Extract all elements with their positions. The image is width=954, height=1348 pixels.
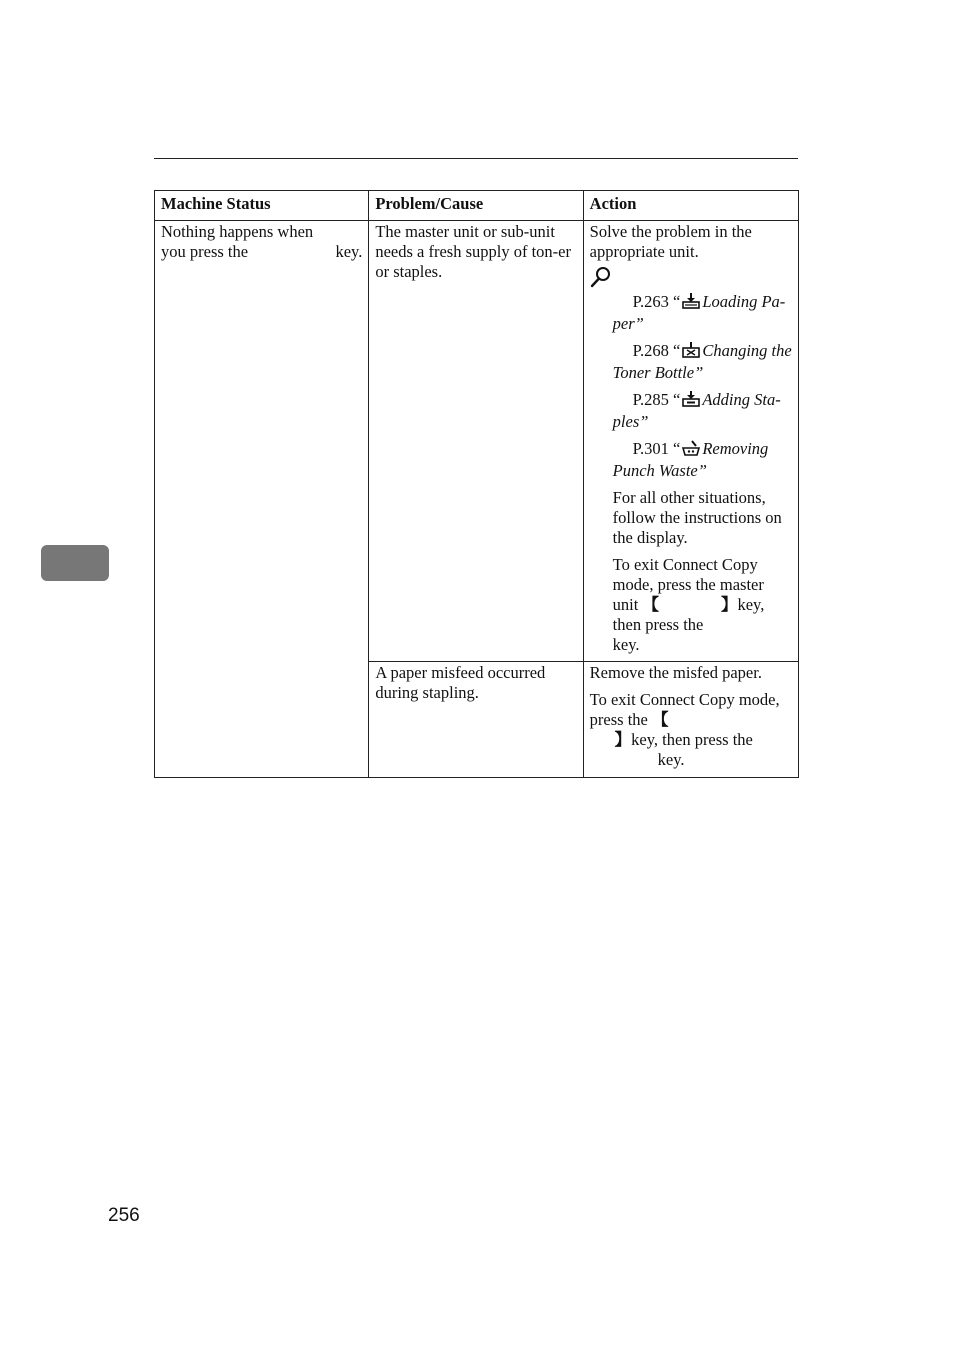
other-situations-text: For all other situations, follow the instructions on the display. — [612, 488, 782, 547]
machine-status-cell — [155, 221, 369, 778]
cause-cell — [369, 221, 583, 662]
cause-cell-misfeed — [369, 662, 583, 778]
reference-link-removing-punch-waste[interactable]: P.301 “ Removing Punch Waste” — [612, 439, 769, 480]
toner-icon — [682, 342, 700, 363]
action-intro: Solve the problem in the appropriate unit. — [589, 222, 752, 261]
load-paper-icon — [682, 293, 700, 314]
header-machine-status: Machine Status — [155, 191, 369, 221]
key-bracket-close: 】 — [614, 730, 632, 749]
troubleshooting-table — [154, 190, 799, 778]
exit-connect-copy-text-2: To exit Connect Copy mode, press the 【 】key, then press the key. — [589, 690, 780, 769]
header-action: Action — [583, 191, 798, 221]
action-cell — [583, 221, 798, 662]
header-problem-cause: Problem/Cause — [369, 191, 583, 221]
cause-text-misfeed: A paper misfeed occurred during stapling. — [375, 663, 546, 702]
magnifier-icon — [590, 266, 792, 290]
staple-icon — [682, 391, 700, 412]
status-text: Nothing happens when you press the key. — [161, 222, 363, 261]
key-bracket-open: 【 — [651, 710, 669, 729]
action-cell-misfeed — [583, 662, 798, 778]
remove-misfed-text: Remove the misfed paper. — [589, 663, 762, 682]
reference-link-adding-staples[interactable]: P.285 “ Adding Sta-ples” — [612, 390, 781, 431]
chapter-tab — [41, 545, 109, 581]
key-bracket-close: 】 — [720, 595, 738, 614]
reference-link-changing-toner[interactable]: P.268 “ Changing the Toner Bottle” — [612, 341, 792, 382]
reference-link-loading-paper[interactable]: P.263 “ Loading Pa-per” — [612, 292, 786, 333]
exit-connect-copy-text: To exit Connect Copy mode, press the master unit 【 】key, then press the key. — [612, 555, 765, 654]
header-rule — [154, 158, 798, 159]
page-number: 256 — [108, 1205, 140, 1226]
key-bracket-open: 【 — [642, 595, 659, 614]
table-row — [155, 221, 799, 662]
punch-waste-icon — [682, 440, 700, 461]
table-header-row — [155, 191, 799, 221]
cause-text: The master unit or sub-unit needs a fresh supply of ton-er or staples. — [375, 222, 571, 281]
